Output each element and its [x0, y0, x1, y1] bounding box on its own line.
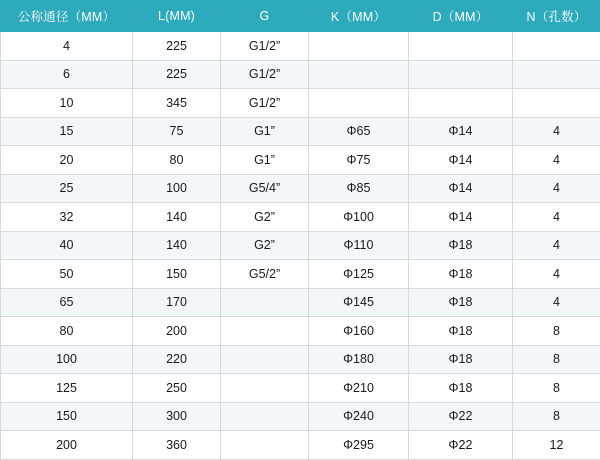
cell-l: 220 [133, 345, 221, 374]
column-header-nominal-diameter: 公称通径（MM） [1, 1, 133, 32]
cell-d [409, 89, 513, 118]
column-header-l: L(MM) [133, 1, 221, 32]
table-row [1, 317, 600, 346]
cell-l: 100 [133, 174, 221, 203]
cell-k [309, 89, 409, 118]
table-row [1, 231, 600, 260]
cell-d: Φ18 [409, 317, 513, 346]
cell-nominal-diameter: 125 [1, 374, 133, 403]
cell-l: 345 [133, 89, 221, 118]
table-row [1, 60, 600, 89]
cell-n [513, 32, 600, 61]
cell-d: Φ18 [409, 374, 513, 403]
cell-g [221, 345, 309, 374]
cell-nominal-diameter: 10 [1, 89, 133, 118]
table-row [1, 117, 600, 146]
cell-d: Φ14 [409, 203, 513, 232]
cell-d: Φ18 [409, 345, 513, 374]
column-header-n: N（孔数） [513, 1, 600, 32]
cell-d: Φ14 [409, 146, 513, 175]
cell-nominal-diameter: 100 [1, 345, 133, 374]
table-row [1, 260, 600, 289]
cell-d: Φ22 [409, 402, 513, 431]
cell-k: Φ160 [309, 317, 409, 346]
cell-n: 8 [513, 317, 600, 346]
table-row [1, 402, 600, 431]
table-row [1, 174, 600, 203]
cell-k: Φ210 [309, 374, 409, 403]
cell-l: 225 [133, 60, 221, 89]
cell-l: 225 [133, 32, 221, 61]
cell-g: G1/2” [221, 89, 309, 118]
cell-nominal-diameter: 150 [1, 402, 133, 431]
cell-l: 75 [133, 117, 221, 146]
cell-nominal-diameter: 6 [1, 60, 133, 89]
cell-n: 4 [513, 231, 600, 260]
cell-g [221, 431, 309, 460]
cell-nominal-diameter: 4 [1, 32, 133, 61]
cell-k: Φ65 [309, 117, 409, 146]
cell-g [221, 317, 309, 346]
cell-n: 8 [513, 374, 600, 403]
cell-nominal-diameter: 25 [1, 174, 133, 203]
cell-k: Φ85 [309, 174, 409, 203]
column-header-k: K（MM） [309, 1, 409, 32]
table-row [1, 32, 600, 61]
table-row [1, 146, 600, 175]
cell-n [513, 60, 600, 89]
table-row [1, 345, 600, 374]
cell-n: 4 [513, 288, 600, 317]
cell-k: Φ75 [309, 146, 409, 175]
cell-l: 250 [133, 374, 221, 403]
cell-g [221, 374, 309, 403]
cell-g [221, 288, 309, 317]
cell-n: 8 [513, 345, 600, 374]
cell-g [221, 402, 309, 431]
cell-g: G2” [221, 203, 309, 232]
cell-d [409, 32, 513, 61]
column-header-g: G [221, 1, 309, 32]
cell-nominal-diameter: 65 [1, 288, 133, 317]
cell-k: Φ145 [309, 288, 409, 317]
cell-n: 4 [513, 203, 600, 232]
cell-nominal-diameter: 200 [1, 431, 133, 460]
cell-d: Φ18 [409, 260, 513, 289]
cell-nominal-diameter: 80 [1, 317, 133, 346]
cell-d [409, 60, 513, 89]
table-body [1, 32, 600, 460]
table-row [1, 203, 600, 232]
cell-k: Φ295 [309, 431, 409, 460]
cell-l: 140 [133, 231, 221, 260]
table-row [1, 374, 600, 403]
cell-n [513, 89, 600, 118]
cell-d: Φ18 [409, 288, 513, 317]
cell-n: 4 [513, 260, 600, 289]
cell-d: Φ22 [409, 431, 513, 460]
cell-k: Φ240 [309, 402, 409, 431]
cell-d: Φ18 [409, 231, 513, 260]
cell-n: 4 [513, 174, 600, 203]
table-row [1, 89, 600, 118]
cell-g: G1/2” [221, 32, 309, 61]
cell-g: G1” [221, 117, 309, 146]
column-header-d: D（MM） [409, 1, 513, 32]
cell-k: Φ125 [309, 260, 409, 289]
cell-nominal-diameter: 20 [1, 146, 133, 175]
cell-nominal-diameter: 32 [1, 203, 133, 232]
cell-l: 170 [133, 288, 221, 317]
cell-l: 300 [133, 402, 221, 431]
table-row [1, 431, 600, 460]
cell-g: G2” [221, 231, 309, 260]
cell-l: 360 [133, 431, 221, 460]
table-header-row [1, 1, 600, 32]
table-header [1, 1, 600, 32]
cell-l: 140 [133, 203, 221, 232]
cell-g: G1/2” [221, 60, 309, 89]
cell-n: 8 [513, 402, 600, 431]
cell-n: 4 [513, 117, 600, 146]
cell-k: Φ100 [309, 203, 409, 232]
cell-nominal-diameter: 50 [1, 260, 133, 289]
cell-k: Φ110 [309, 231, 409, 260]
cell-n: 4 [513, 146, 600, 175]
cell-d: Φ14 [409, 117, 513, 146]
cell-d: Φ14 [409, 174, 513, 203]
cell-l: 80 [133, 146, 221, 175]
cell-k: Φ180 [309, 345, 409, 374]
cell-k [309, 32, 409, 61]
cell-nominal-diameter: 15 [1, 117, 133, 146]
cell-g: G5/2” [221, 260, 309, 289]
cell-g: G1” [221, 146, 309, 175]
cell-g: G5/4” [221, 174, 309, 203]
cell-nominal-diameter: 40 [1, 231, 133, 260]
cell-n: 12 [513, 431, 600, 460]
table-row [1, 288, 600, 317]
cell-l: 150 [133, 260, 221, 289]
cell-l: 200 [133, 317, 221, 346]
cell-k [309, 60, 409, 89]
